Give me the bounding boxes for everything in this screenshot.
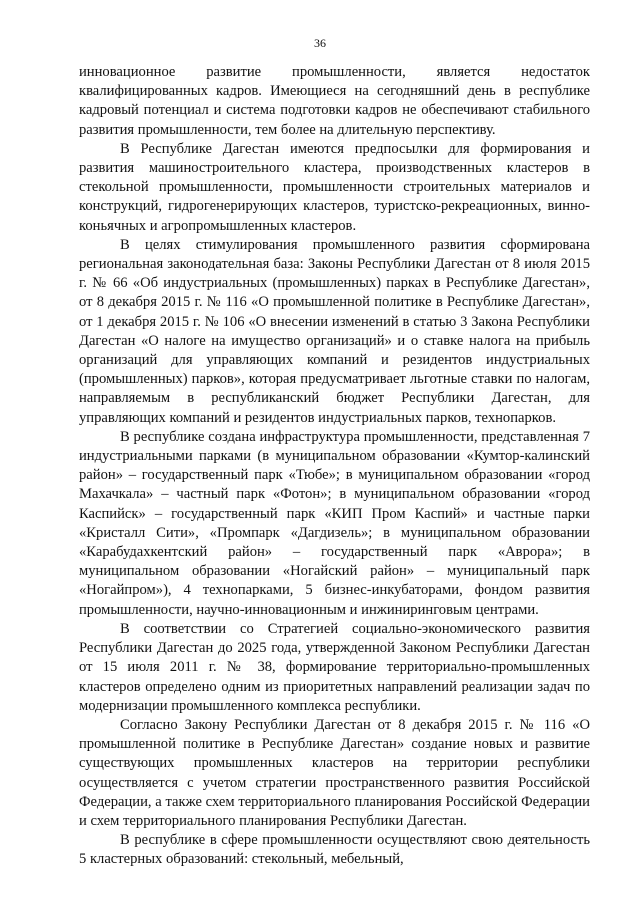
paragraph-workforce-shortage: инновационное развитие промышленности, является недостаток квалифицированных кадров. Имеющиеся на сегодняшний день в республике кадровый потенциал и система подготовки кадров не обеспечивают стабильного развития промышленности, тем более на длительную перспективу. bbox=[79, 64, 590, 138]
page-number: 36 bbox=[314, 36, 326, 50]
document-body bbox=[79, 63, 590, 870]
paragraph-development-strategy: В соответствии со Стратегией социально-экономического развития Республики Дагестан до 2025 года, утвержденной Законом Республики Дагестан от 15 июля 2011 г. № 38, формирование территориально-промышленных кластеров определено одним из приоритетных направлений реализации задач по модернизации промышленного комплекса республики. bbox=[79, 620, 590, 714]
paragraph-cluster-prerequisites: В Республике Дагестан имеются предпосылки для формирования и развития машиностроительного кластера, производственных кластеров в стекольной промышленности, промышленности строительных материалов и конструкций, гидрогенерирующих кластеров, туристско-рекреационных, винно-коньячных и агропромышленных кластеров. bbox=[79, 140, 590, 234]
paragraph-industrial-infrastructure: В республике создана инфраструктура промышленности, представленная 7 индустриальными парками (в муниципальном образовании «Кумтор-калинский район» – государственный парк «Тюбе»; в муниципальном образовании «город Махачкала» – частный парк «Фотон»; в муниципальном образовании «город Каспийск» – государственный парк «КИП Пром Каспий» и частные парки «Кристалл Сити», «Промпарк «Дагдизель»; в муниципальном образовании «Карабудахкентский район» – государственный парк «Аврора»; в муниципальном образовании «Ногайский район» – муниципальный парк «Ногайпром»), 4 технопарками, 5 бизнес-инкубаторами, фондом развития промышленности, научно-инновационным и инжиниринговым центрами. bbox=[79, 428, 590, 618]
paragraph-cluster-formations: В республике в сфере промышленности осуществляют свою деятельность 5 кластерных образований: стекольный, мебельный, bbox=[79, 832, 590, 868]
paragraph-industrial-policy-law: Согласно Закону Республики Дагестан от 8 декабря 2015 г. № 116 «О промышленной политике в Республике Дагестан» создание новых и развитие существующих промышленных кластеров на территории республики осуществляется с учетом стратегии пространственного развития Российской Федерации, а также схем территориального планирования Российской Федерации и схем территориального планирования Республики Дагестан. bbox=[79, 716, 590, 829]
paragraph-legislative-base: В целях стимулирования промышленного развития сформирована региональная законодательная база: Законы Республики Дагестан от 8 июля 2015 г. № 66 «Об индустриальных (промышленных) парках в Республике Дагестан», от 8 декабря 2015 г. № 116 «О промышленной политике в Республике Дагестан», от 1 декабря 2015 г. № 106 «О внесении изменений в статью 3 Закона Республики Дагестан «О налоге на имущество организаций» и о ставке налога на прибыль организаций для управляющих компаний и резидентов индустриальных (промышленных) парков», которая предусматривает льготные ставки по налогам, направляемым в республиканский бюджет Республики Дагестан, для управляющих компаний и резидентов индустриальных парков, технопарков. bbox=[79, 236, 590, 426]
